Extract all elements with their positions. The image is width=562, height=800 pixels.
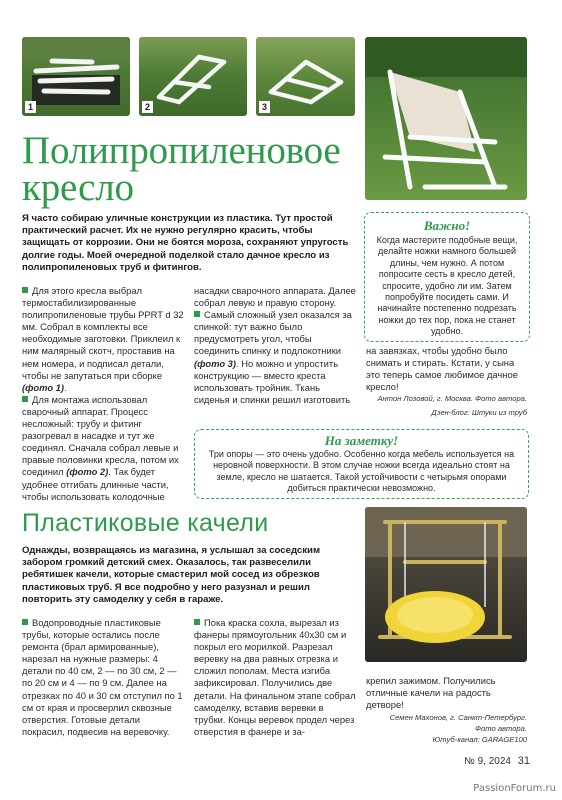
article1-col2-para1: насадки сварочного аппарата. Далее собрал левую и правую сторону. [194, 285, 356, 309]
important-box [364, 212, 530, 342]
photo-2-number: 2 [142, 101, 153, 113]
article1-blog: Дзен-блог: Штуки из труб [431, 408, 527, 417]
photo-2-image [139, 37, 247, 116]
article2-col2-text: Пока краска сохла, вырезал из фанеры прямоугольник 40х30 см и покрыл его морилкой. Разрезал веревку на два равных отрезка и сложил пополам. Места изгиба зафиксировал. Получились две детали. На финальном этапе собрал самоделку, вставив веревки в трубки. Концы веревок продел через отверстия в фанере и за- [194, 617, 356, 737]
note-title: На заметку! [324, 433, 399, 448]
issue-number: № 9, 2024 [464, 756, 511, 767]
article1-column-2 [194, 285, 356, 406]
site-watermark: PassionForum.ru [473, 783, 556, 794]
article2-title: Пластиковые качели [22, 509, 269, 537]
article1-title [22, 131, 362, 207]
article1-title-line1: Полипропиленовое [22, 129, 341, 172]
photo-1 [22, 37, 130, 116]
photo-1-image [22, 37, 130, 116]
bullet-square-icon [194, 619, 200, 625]
article2-photo-credit: Фото автора. [475, 724, 527, 733]
photo-3-number: 3 [259, 101, 270, 113]
article2-author: Семен Махонов, г. Санкт-Петербург. [389, 713, 527, 722]
article1-col2-para2: Самый сложный узел оказался за спинкой: тут важно было предусмотреть угол, чтобы соединить спинку и подлокотники (фото 3). Но можно и упростить конструкцию — вместо креста использовать тройник. Ткань сиденья и спинки решил изготовить [194, 309, 352, 405]
article2-column-1 [22, 617, 184, 738]
article1-column-3: на завязках, чтобы удобно было снимать и стирать. Кстати, у сына это теперь самое любимое дачное кресло! [366, 345, 518, 393]
photo-1-number: 1 [25, 101, 36, 113]
page-footer [430, 755, 530, 767]
bullet-square-icon [194, 311, 200, 317]
bullet-square-icon [22, 619, 28, 625]
bullet-square-icon [22, 396, 28, 402]
article1-author: Антон Лозовой, г. Москва. Фото автора. [377, 394, 527, 403]
article1-intro: Я часто собираю уличные конструкции из пластика. Тут простой практический расчет. Их не нужно регулярно красить, чтобы защищать от коррозии. Они не боятся мороза, сохраняют упругость долгие годы. Моей очередной поделкой стало дачное кресло из полипропиленовых труб и фитингов. [22, 213, 349, 273]
photo-swing [365, 507, 527, 662]
article1-title-line2: кресло [22, 166, 134, 209]
photo-3 [256, 37, 355, 116]
article1-col1-para1: Для этого кресла выбрал термостабилизированные полипропиленовые трубы PPRT d 32 мм. Собрал в комплекты все необходимые заготовки. Приклеил к ним малярный скотч, проставив на нем номера, и подписал детали, чтобы не запутаться при сборке (фото 1). [22, 285, 184, 393]
article1-credit [300, 393, 527, 418]
note-text: Три опоры — это очень удобно. Особенно когда мебель используется на неровной поверхности. В этом случае ножки всегда идеально стоят на земле, кресло не шатается. Такой устойчивости с четырьмя опорами добиться практически невозможно. [208, 449, 515, 494]
photo-chair-image [365, 37, 527, 200]
article2-credit [330, 712, 527, 745]
important-text: Когда мастерите подобные вещи, делайте ножки намного большей длины, чем нужно. А потом попросите сесть в кресло детей, спросите, удобно ли им. Затем попробуйте посидеть сами. И начинайте постепенно подрезать ножки до тех пор, пока не станет удобно. [376, 235, 518, 337]
article1-column-1 [22, 285, 184, 503]
page-number: 31 [517, 755, 530, 767]
important-title: Важно! [423, 218, 471, 233]
article2-channel: Ютуб-канал: GARAGE100 [432, 735, 527, 744]
note-box [194, 429, 529, 499]
article2-intro: Однажды, возвращаясь из магазина, я услышал за соседским забором громкий детский смех. Оказалось, так развеселили ребятишек качели, которые смастерил мой сосед из обрезков пластиковых труб. Я все подробно у него разузнал и решил повторить эту самоделку у себя в гараже. [22, 545, 321, 605]
article2-col1-text: Водопроводные пластиковые трубы, которые остались после ремонта (брал армированные), нарезал на нужные размеры: 4 детали по 40 см, 2 — по 30 см, 2 — по 20 см и 4 — по 9 см. Далее на отрезках по 40 и 30 см отступил по 1 см от края и просверлил сквозные отверстия. Готовые детали покрасил, подвесив на веревочку. [22, 617, 183, 737]
photo-swing-image [365, 507, 527, 662]
photo-chair [365, 37, 527, 200]
photo-3-image [256, 37, 355, 116]
article1-col1-para2: Для монтажа использовал сварочный аппарат. Процесс несложный: трубу и фитинг разогревал в насадке и тут же соединял. Сначала собрал левые и правые половинки кресла, потом их соединил (фото 2). Так будет удобнее отгибать длинные части, чтобы использовать колодочные [22, 393, 179, 502]
bullet-square-icon [22, 287, 28, 293]
photo-2 [139, 37, 247, 116]
article2-column-3: крепил зажимом. Получились отличные качели на радость детворе! [366, 675, 496, 711]
